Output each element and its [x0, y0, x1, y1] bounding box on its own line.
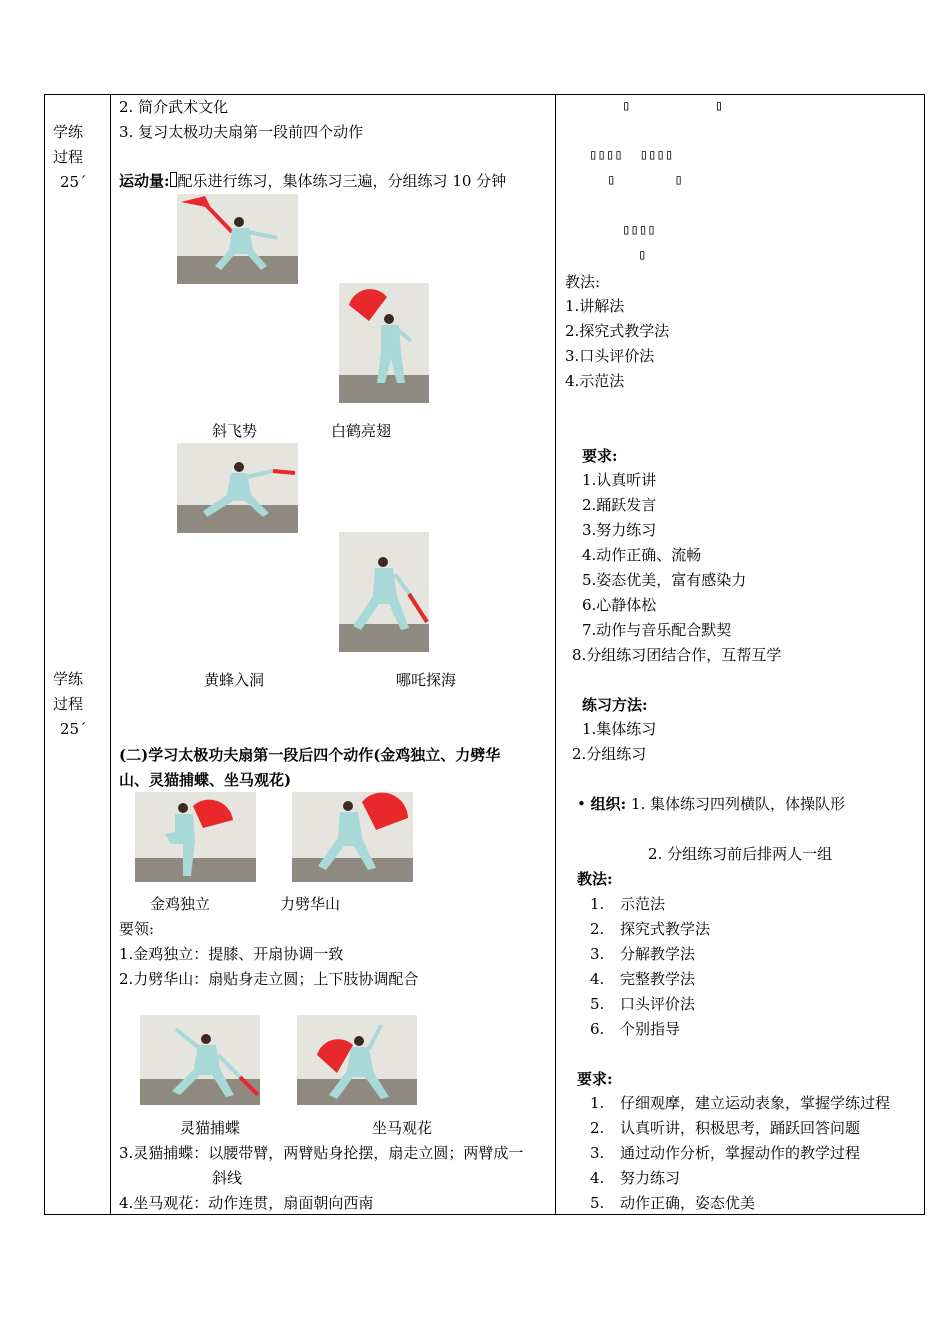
- caption-baihe-liangchi: 白鹤亮翅: [331, 422, 392, 440]
- practice-method-title: 练习方法:: [582, 696, 648, 714]
- caption-xiefeishi: 斜飞势: [212, 422, 258, 440]
- exercise-load-text: 配乐进行练习，集体练习三遍，分组练习 10 分钟: [177, 172, 507, 190]
- photo-zuoma-guanhua: [297, 1015, 417, 1105]
- requirement-2-num-4: 4.: [590, 1169, 605, 1187]
- key-point-2: 2.力劈华山：扇贴身走立圆；上下肢协调配合: [119, 970, 419, 988]
- method-1-item-1: 1.讲解法: [565, 297, 625, 315]
- requirement-1-item-5: 5.姿态优美，富有感染力: [582, 571, 747, 589]
- caption-nezha-tanhai: 哪吒探海: [396, 671, 457, 689]
- caption-lipi-huashan: 力劈华山: [280, 895, 341, 913]
- method-2-item-1: 示范法: [620, 895, 666, 913]
- method-2-item-4: 完整教学法: [620, 970, 696, 988]
- practice-method-1: 1.集体练习: [582, 720, 657, 738]
- requirement-1-item-2: 2.踊跃发言: [582, 496, 657, 514]
- photo-baihe-liangchi: [339, 283, 429, 403]
- method-1-item-3: 3.口头评价法: [565, 347, 655, 365]
- photo-xiefeishi: [177, 194, 298, 284]
- review-line: 3. 复习太极功夫扇第一段前四个动作: [119, 123, 364, 141]
- method-2-item-2: 探究式教学法: [620, 920, 711, 938]
- organization-text-2: 2. 分组练习前后排两人一组: [648, 845, 833, 863]
- section2-heading-line2: 山、灵猫捕蝶、坐马观花): [119, 771, 292, 789]
- phase-label-2b: 过程: [53, 695, 84, 713]
- organization-line: [577, 795, 845, 813]
- phase-label-1a: 学练: [53, 123, 84, 141]
- requirement-2-num-2: 2.: [590, 1119, 605, 1137]
- caption-jinji-duli: 金鸡独立: [150, 895, 211, 913]
- requirements-2-title: 要求:: [577, 1070, 613, 1088]
- requirement-2-item-4: 努力练习: [620, 1169, 681, 1187]
- photo-lipi-huashan: [292, 792, 413, 882]
- requirement-2-item-5: 动作正确，姿态优美: [620, 1194, 756, 1212]
- formation-diagram-teacher: ▯: [638, 247, 647, 263]
- method-2-num-2: 2.: [590, 920, 605, 938]
- phase-label-2a: 学练: [53, 670, 84, 688]
- phase-label-1b: 过程: [53, 148, 84, 166]
- requirements-1-title: 要求:: [582, 447, 618, 465]
- method-1-title: 教法:: [565, 273, 601, 291]
- phase-time-1: 25´: [60, 173, 87, 191]
- requirement-2-num-3: 3.: [590, 1144, 605, 1162]
- requirement-2-item-1: 仔细观摩，建立运动表象，掌握学练过程: [620, 1094, 891, 1112]
- method-2-num-5: 5.: [590, 995, 605, 1013]
- key-point-4: 4.坐马观花：动作连贯，扇面朝向西南: [119, 1194, 374, 1212]
- phase-time-2: 25´: [60, 720, 87, 738]
- formation-diagram-top: ▯ ▯: [622, 98, 724, 114]
- method-2-num-3: 3.: [590, 945, 605, 963]
- table-border-right: [924, 94, 925, 1215]
- practice-method-2: 2.分组练习: [572, 745, 647, 763]
- formation-diagram-mid: ▯ ▯: [607, 172, 683, 188]
- exercise-load: [119, 172, 506, 190]
- requirement-1-item-3: 3.努力练习: [582, 521, 657, 539]
- key-points-label: 要领:: [119, 920, 155, 938]
- method-2-title: 教法:: [577, 870, 613, 888]
- formation-diagram-group: ▯▯▯▯: [622, 222, 656, 238]
- organization-text-1: 1. 集体练习四列横队，体操队形: [630, 795, 846, 813]
- photo-lingmao-budie: [140, 1015, 260, 1105]
- table-col-divider-2: [555, 94, 556, 1215]
- method-2-item-5: 口头评价法: [620, 995, 696, 1013]
- table-border-left: [44, 94, 45, 1215]
- requirement-1-item-4: 4.动作正确、流畅: [582, 546, 702, 564]
- intro-line: 2. 简介武术文化: [119, 98, 229, 116]
- requirement-2-item-3: 通过动作分析，掌握动作的教学过程: [620, 1144, 861, 1162]
- requirement-1-item-7: 7.动作与音乐配合默契: [582, 621, 732, 639]
- caption-lingmao-budie: 灵猫捕蝶: [180, 1119, 241, 1137]
- method-2-num-4: 4.: [590, 970, 605, 988]
- key-point-1: 1.金鸡独立：提膝、开扇协调一致: [119, 945, 344, 963]
- caption-zuoma-guanhua: 坐马观花: [372, 1119, 433, 1137]
- caption-huangfeng-rudong: 黄蜂入洞: [204, 671, 265, 689]
- photo-jinji-duli: [135, 792, 256, 882]
- section2-heading-line1: (二)学习太极功夫扇第一段后四个动作(金鸡独立、力劈华: [119, 746, 501, 764]
- method-1-item-4: 4.示范法: [565, 372, 625, 390]
- exercise-load-label: 运动量:: [119, 172, 170, 190]
- table-border-bottom: [44, 1214, 925, 1215]
- photo-huangfeng-rudong: [177, 443, 298, 533]
- key-point-3b: 斜线: [212, 1169, 243, 1187]
- organization-bullet: •: [577, 795, 586, 813]
- method-2-num-1: 1.: [590, 895, 605, 913]
- method-2-num-6: 6.: [590, 1020, 605, 1038]
- method-2-item-3: 分解教学法: [620, 945, 696, 963]
- photo-nezha-tanhai: [339, 532, 429, 652]
- formation-diagram-rows: ▯▯▯▯ ▯▯▯▯: [589, 147, 674, 163]
- method-1-item-2: 2.探究式教学法: [565, 322, 670, 340]
- requirement-2-num-5: 5.: [590, 1194, 605, 1212]
- requirement-1-item-1: 1.认真听讲: [582, 471, 657, 489]
- table-border-top: [44, 94, 925, 95]
- method-2-item-6: 个别指导: [620, 1020, 681, 1038]
- table-col-divider-1: [110, 94, 111, 1215]
- organization-label: 组织:: [590, 795, 627, 813]
- key-point-3a: 3.灵猫捕蝶：以腰带臂，两臂贴身抡摆，扇走立圆；两臂成一: [119, 1144, 524, 1162]
- requirement-1-item-8: 8.分组练习团结合作，互帮互学: [572, 646, 782, 664]
- requirement-1-item-6: 6.心静体松: [582, 596, 657, 614]
- requirement-2-num-1: 1.: [590, 1094, 605, 1112]
- requirement-2-item-2: 认真听讲，积极思考，踊跃回答问题: [620, 1119, 861, 1137]
